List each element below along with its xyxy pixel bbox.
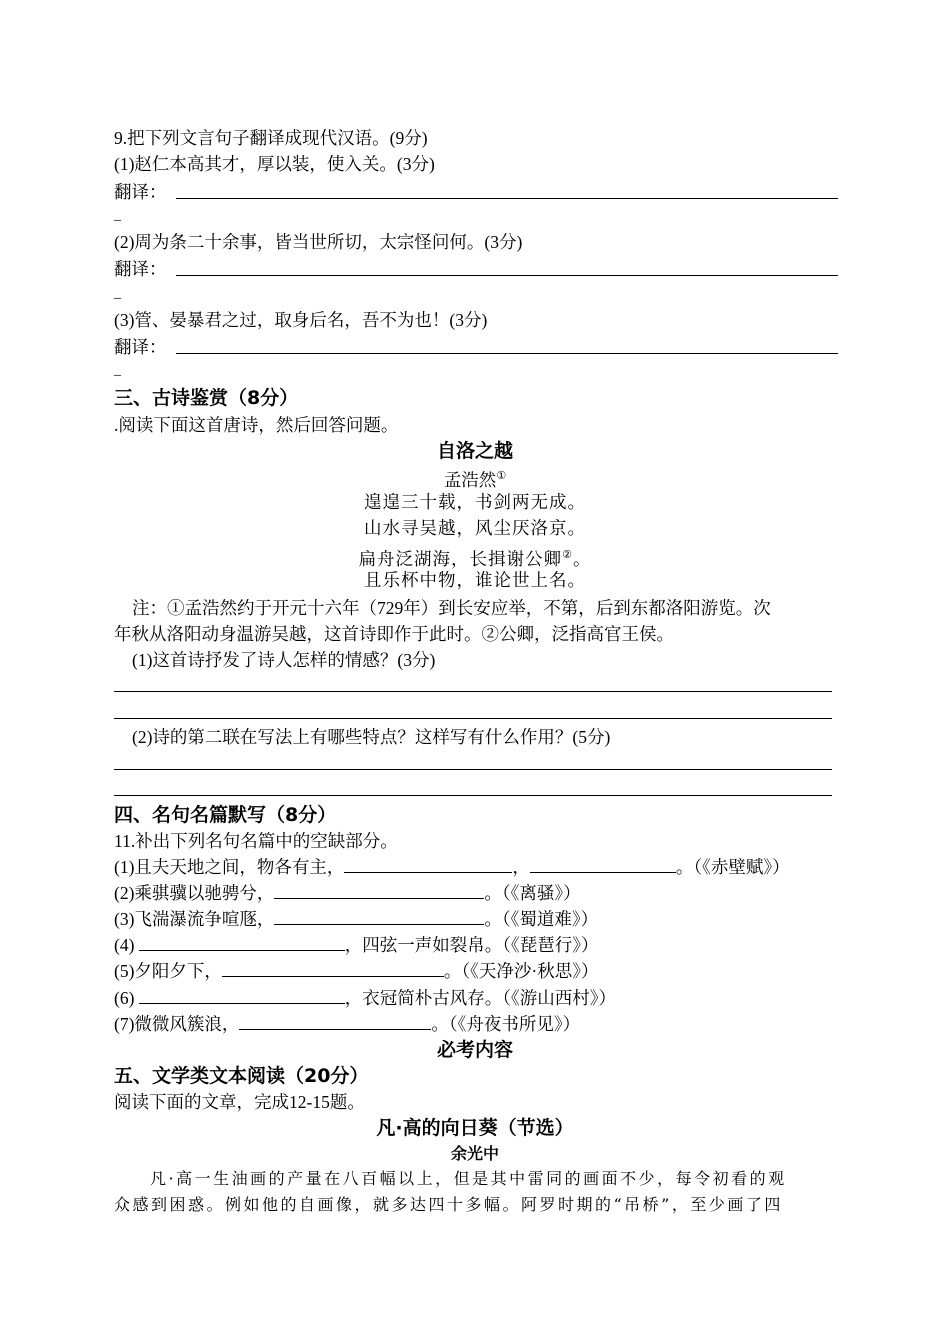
fill-item: (3)飞湍瀑流争喧豗， 。（《蜀道难》） <box>114 909 599 929</box>
fill-blank[interactable] <box>530 856 676 873</box>
article-author: 余光中 <box>450 1144 499 1163</box>
poem-line: 遑遑三十载，书剑两无成。 <box>364 493 586 513</box>
q9-label-3: 翻译： <box>114 337 167 357</box>
article-paragraph: 众感到困惑。例如他的自画像，就多达四十多幅。阿罗时期的“吊桥”，至少画了四 <box>114 1195 783 1214</box>
fill-blank[interactable] <box>239 1013 431 1030</box>
poem-line: 山水寻吴越，风尘厌洛京。 <box>364 519 586 539</box>
section-heading: 四、名句名篇默写（8分） <box>114 804 337 826</box>
q9-tail-1: _ <box>114 208 121 223</box>
article-title: 凡·高的向日葵（节选） <box>376 1117 574 1139</box>
fill-blank[interactable] <box>139 934 345 951</box>
answer-line[interactable] <box>114 769 832 770</box>
q9-tail-3: _ <box>114 363 121 378</box>
q9-item-3: (3)管、晏暴君之过，取身后名，吾不为也！(3分) <box>114 310 488 330</box>
poem-line: 扁舟泛湖海，长揖谢公卿②。 <box>358 548 592 570</box>
q9-item-1: (1)赵仁本高其才，厚以装，使入关。(3分) <box>114 154 435 174</box>
section-intro: 阅读下面的文章，完成12-15题。 <box>114 1092 365 1112</box>
answer-line[interactable] <box>176 353 838 354</box>
answer-line[interactable] <box>114 718 832 719</box>
poem-title: 自洛之越 <box>436 440 513 462</box>
q9-label-1: 翻译： <box>114 182 167 202</box>
footnote-marker: ① <box>496 470 507 482</box>
q9-title: 9.把下列文言句子翻译成现代汉语。(9分) <box>114 128 428 148</box>
poem-note: 注：①孟浩然约于开元十六年（729年）到长安应举，不第，后到东都洛阳游览。次 <box>132 598 771 618</box>
section-intro: 11.补出下列名句名篇中的空缺部分。 <box>114 831 398 851</box>
q9-tail-2: _ <box>114 286 121 301</box>
fill-item: (1)且夫天地之间，物各有主， ， 。（《赤壁赋》） <box>114 857 790 877</box>
fill-blank[interactable] <box>139 987 345 1004</box>
section-intro: .阅读下面这首唐诗，然后回答问题。 <box>114 415 399 435</box>
fill-blank[interactable] <box>274 882 484 899</box>
answer-line[interactable] <box>176 198 838 199</box>
answer-line[interactable] <box>176 275 838 276</box>
question: (1)这首诗抒发了诗人怎样的情感？(3分) <box>132 650 436 670</box>
poem-line: 且乐杯中物，谁论世上名。 <box>364 571 586 591</box>
fill-blank[interactable] <box>274 908 484 925</box>
section-heading: 三、古诗鉴赏（8分） <box>114 387 299 409</box>
article-paragraph: 凡·高一生油画的产量在八百幅以上，但是其中雷同的画面不少，每令初看的观 <box>150 1169 787 1188</box>
answer-line[interactable] <box>114 691 832 692</box>
q9-item-2: (2)周为条二十余事，皆当世所切，太宗怪问何。(3分) <box>114 232 523 252</box>
question: (2)诗的第二联在写法上有哪些特点？这样写有什么作用？(5分) <box>132 727 611 747</box>
fill-item: (7)微微风簇浪， 。（《舟夜书所见》） <box>114 1014 581 1034</box>
poem-author: 孟浩然① <box>443 469 507 490</box>
fill-item: (5)夕阳夕下， 。（《天净沙·秋思》） <box>114 961 599 981</box>
footnote-marker: ② <box>562 548 573 561</box>
required-label: 必考内容 <box>436 1039 513 1061</box>
fill-blank[interactable] <box>222 960 444 977</box>
answer-line[interactable] <box>114 795 832 796</box>
fill-item: (2)乘骐骥以驰骋兮， 。（《离骚》） <box>114 883 581 903</box>
fill-item: (4) ，四弦一声如裂帛。（《琵琶行》） <box>114 935 599 955</box>
q9-label-2: 翻译： <box>114 259 167 279</box>
fill-blank[interactable] <box>344 856 512 873</box>
poem-note: 年秋从洛阳动身温游吴越，这首诗即作于此时。②公卿，泛指高官王侯。 <box>114 624 674 644</box>
section-heading: 五、文学类文本阅读（20分） <box>114 1065 369 1087</box>
fill-item: (6) ，衣冠简朴古风存。（《游山西村》） <box>114 988 617 1008</box>
